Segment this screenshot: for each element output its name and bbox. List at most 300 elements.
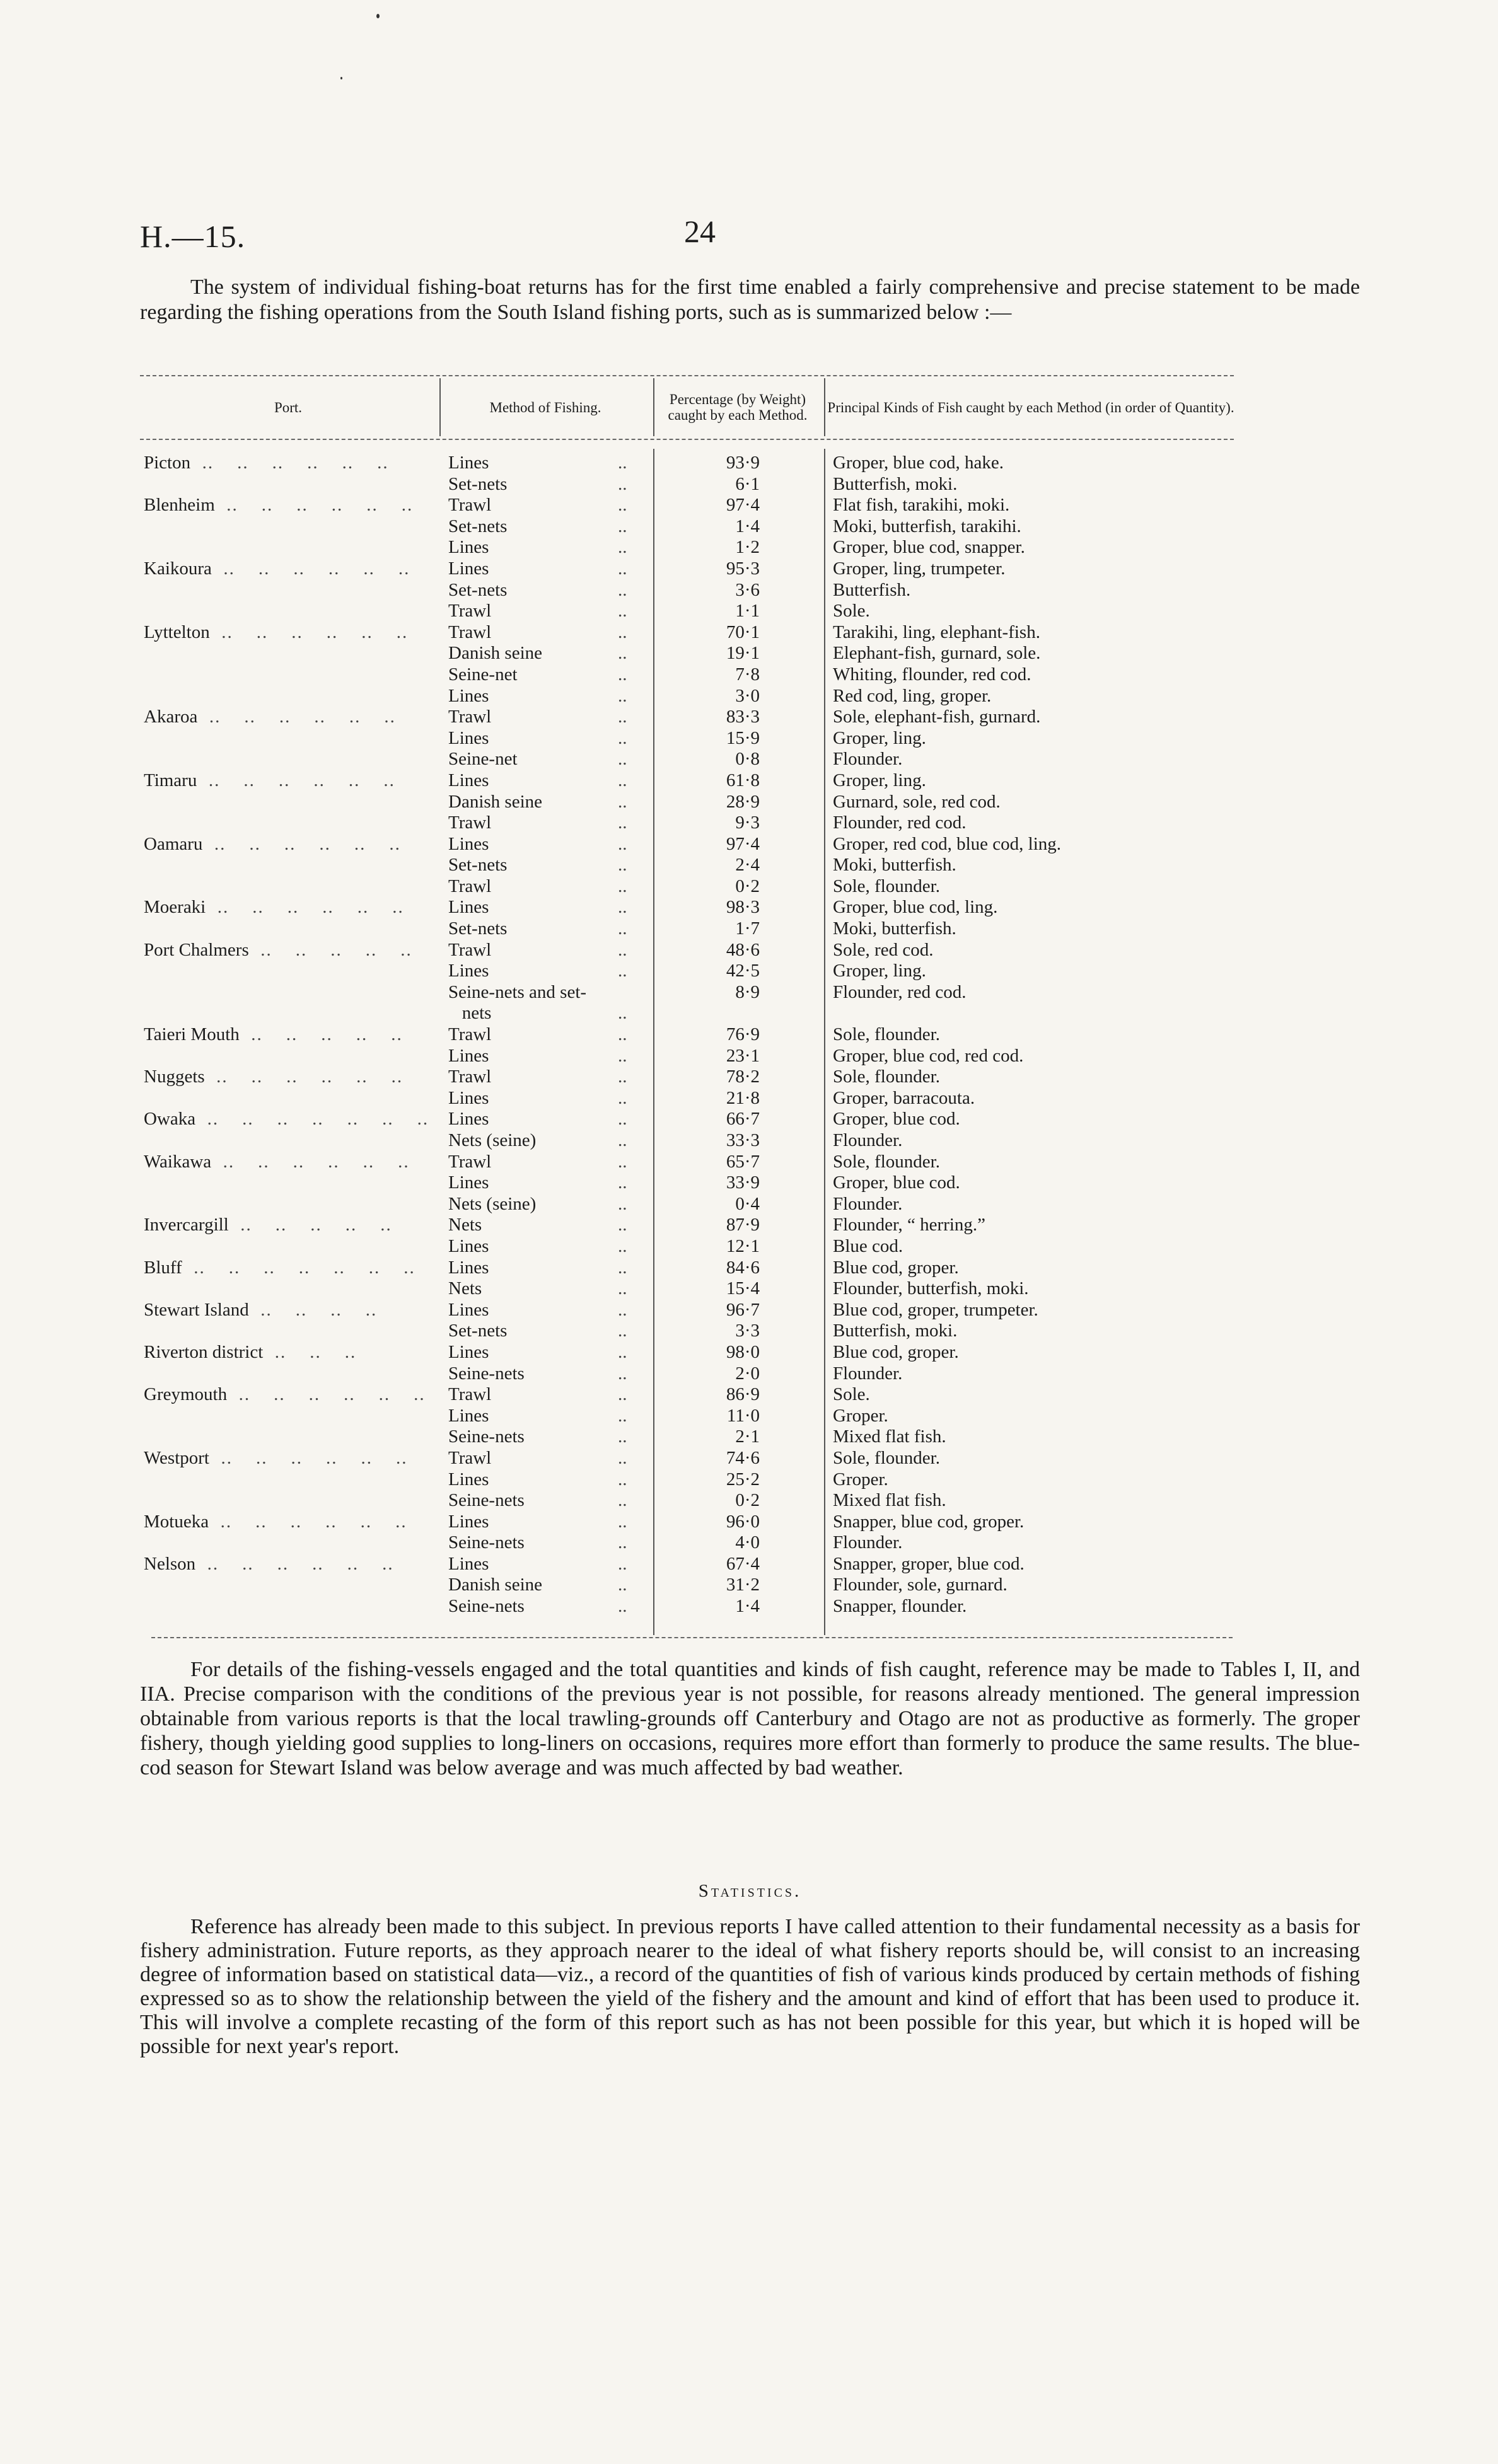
port-name: Nelson [144, 1553, 196, 1574]
percentage-cell: 1·2 [735, 537, 760, 558]
percentage-cell: 97·4 [726, 833, 760, 854]
kinds-cell: Groper, ling. [833, 961, 926, 981]
leader-dots: .. [618, 579, 627, 600]
leader-dots: .. .. .. .. .. .. [209, 1511, 407, 1532]
percentage-cell: 25·2 [726, 1469, 760, 1489]
percentage-cell: 67·4 [726, 1553, 760, 1574]
method-cell: Trawl [448, 601, 492, 622]
table-row [0, 1426, 1498, 1448]
leader-dots: .. .. .. .. .. .. [206, 897, 404, 918]
method-cell: Seine-nets [448, 1363, 525, 1384]
kinds-cell: Elephant-fish, gurnard, sole. [833, 643, 1041, 664]
method-cell: Lines [448, 1511, 489, 1532]
leader-dots: .. [618, 1087, 627, 1108]
table-row [0, 770, 1498, 792]
leader-dots: .. .. .. .. .. .. [227, 1384, 426, 1405]
kinds-cell: Gurnard, sole, red cod. [833, 791, 1001, 812]
percentage-cell: 15·9 [726, 727, 760, 748]
table-row [0, 855, 1498, 876]
leader-dots: .. [618, 1193, 627, 1214]
table-row [0, 1363, 1498, 1385]
leader-dots: .. [618, 1151, 627, 1172]
leader-dots: .. .. .. .. .. .. [202, 833, 401, 854]
kinds-cell: Groper, blue cod, snapper. [833, 537, 1025, 558]
leader-dots: .. [618, 1299, 627, 1320]
port-name: Nuggets [144, 1067, 205, 1087]
method-cell: Lines [448, 1405, 489, 1426]
kinds-cell: Butterfish, moki. [833, 1321, 958, 1341]
leader-dots: .. [618, 1532, 627, 1553]
table-row [0, 601, 1498, 622]
print-speck [376, 14, 380, 18]
table-row [0, 1300, 1498, 1321]
method-cell: Trawl [448, 495, 492, 516]
leader-dots: .. .. .. .. .. [239, 1024, 403, 1045]
percentage-cell: 96·0 [726, 1511, 760, 1532]
kinds-cell: Sole, flounder. [833, 1447, 940, 1468]
kinds-cell: Groper, blue cod, red cod. [833, 1045, 1024, 1066]
table-row [0, 495, 1498, 516]
leader-dots: .. [618, 664, 627, 685]
port-name: Lyttelton [144, 622, 210, 642]
method-cell: Lines [448, 833, 489, 854]
table-row [0, 1469, 1498, 1491]
percentage-cell: 21·8 [726, 1087, 760, 1108]
method-cell: Trawl [448, 1067, 492, 1087]
leader-dots: .. [618, 791, 627, 812]
port-name: Riverton district [144, 1341, 264, 1362]
percentage-cell: 84·6 [726, 1257, 760, 1278]
leader-dots: .. [618, 601, 627, 622]
port-cell [144, 897, 404, 918]
percentage-cell: 33·9 [726, 1172, 760, 1193]
kinds-cell: Mixed flat fish. [833, 1490, 946, 1511]
leader-dots: .. .. .. .. .. .. .. [195, 1109, 429, 1130]
method-cell: Trawl [448, 1384, 492, 1405]
kinds-cell: Flat fish, tarakihi, moki. [833, 495, 1010, 516]
percentage-cell: 23·1 [726, 1045, 760, 1066]
leader-dots: .. [618, 918, 627, 939]
port-cell [144, 558, 410, 579]
table-header-rule [140, 439, 1234, 440]
table-row [0, 940, 1498, 961]
leader-dots: .. .. .. .. .. .. .. [182, 1257, 415, 1278]
leader-dots: .. [618, 939, 627, 960]
kinds-cell: Sole, flounder. [833, 1067, 940, 1087]
percentage-cell: 70·1 [726, 622, 760, 642]
table-row [0, 1321, 1498, 1342]
method-cell: Lines [448, 1235, 489, 1256]
column-divider [653, 378, 654, 436]
method-cell: Trawl [448, 939, 492, 960]
kinds-cell: Groper, blue cod, ling. [833, 897, 998, 918]
page-number: 24 [684, 214, 716, 249]
intro-paragraph: The system of individual fishing-boat returns has for the first time enabled a fairly comprehensive and precise statement to be made regarding the fishing operations from the South Island fishing ports, such as is summarized below :— [140, 275, 1360, 324]
percentage-cell: 61·8 [726, 770, 760, 790]
percentage-cell: 8·9 [735, 981, 760, 1002]
percentage-cell: 93·9 [726, 453, 760, 473]
kinds-cell: Groper, ling. [833, 770, 926, 790]
method-cell: Lines [448, 1172, 489, 1193]
leader-dots: .. [618, 1426, 627, 1447]
method-cell: Danish seine [448, 643, 542, 664]
table-row [0, 453, 1498, 474]
leader-dots: .. [618, 1321, 627, 1341]
table-row [0, 686, 1498, 707]
leader-dots: .. [618, 749, 627, 770]
table-row [0, 1278, 1498, 1300]
table-row [0, 1152, 1498, 1173]
kinds-cell: Groper. [833, 1405, 888, 1426]
kinds-cell: Groper, ling, trumpeter. [833, 558, 1006, 579]
table-row [0, 580, 1498, 601]
percentage-cell: 7·8 [735, 664, 760, 685]
table-row [0, 1596, 1498, 1617]
percentage-cell: 3·0 [735, 685, 760, 706]
method-cell: Set-nets [448, 516, 508, 536]
method-cell: Trawl [448, 876, 492, 896]
table-row [0, 1003, 1498, 1024]
method-cell: Seine-nets [448, 1490, 525, 1511]
percentage-cell: 1·4 [735, 516, 760, 536]
port-name: Invercargill [144, 1215, 229, 1235]
percentage-cell: 2·1 [735, 1426, 760, 1447]
table-row [0, 1490, 1498, 1512]
percentage-cell: 19·1 [726, 643, 760, 664]
table-row [0, 622, 1498, 644]
leader-dots: .. [618, 897, 627, 918]
leader-dots: .. .. .. .. .. [248, 939, 412, 960]
percentage-cell: 11·0 [726, 1405, 760, 1426]
leader-dots: .. .. .. .. .. .. [197, 707, 396, 727]
method-cell: Lines [448, 558, 489, 579]
port-cell [144, 1342, 356, 1363]
table-bottom-rule [151, 1637, 1233, 1638]
port-cell [144, 770, 395, 791]
table-row [0, 1046, 1498, 1067]
percentage-cell: 96·7 [726, 1299, 760, 1320]
kinds-cell: Blue cod, groper. [833, 1341, 959, 1362]
leader-dots: .. [618, 643, 627, 664]
kinds-cell: Groper, blue cod. [833, 1172, 960, 1193]
leader-dots: .. [618, 1278, 627, 1299]
kinds-cell: Whiting, flounder, red cod. [833, 664, 1031, 685]
method-cell: Seine-nets [448, 1532, 525, 1553]
method-cell: Lines [448, 1341, 489, 1362]
method-cell: Lines [448, 1109, 489, 1130]
kinds-cell: Snapper, flounder. [833, 1596, 967, 1617]
percentage-cell: 1·7 [735, 918, 760, 939]
kinds-cell: Sole, flounder. [833, 876, 940, 896]
leader-dots: .. .. .. .. .. .. [209, 622, 409, 642]
method-cell: Set-nets [448, 1321, 508, 1341]
details-paragraph: For details of the fishing-vessels engaged and the total quantities and kinds of fish caught, reference may be made to Tables I, II, and IIA. Precise comparison with the conditions of the previous year is not possible, for reasons already mentioned. The general impression obtainable from various reports is that the local trawling-grounds off Canterbury and Otago are not as productive as formerly. The groper fishery, though yielding good supplies to long-liners on occasions, requires more effort than formerly to produce the same results. The blue-cod season for Stewart Island was below average and was much affected by bad weather. [140, 1658, 1360, 1779]
leader-dots: .. [618, 516, 627, 536]
port-cell [144, 1215, 392, 1235]
port-name: Motueka [144, 1511, 209, 1532]
leader-dots: .. [618, 961, 627, 981]
leader-dots: .. [618, 1130, 627, 1150]
leader-dots: .. [618, 1363, 627, 1384]
method-cell: Nets (seine) [448, 1193, 537, 1214]
method-cell: Seine-nets and set- [448, 981, 587, 1002]
kinds-cell: Groper, blue cod. [833, 1109, 960, 1130]
method-cell: Nets [448, 1215, 482, 1235]
percentage-cell: 65·7 [726, 1151, 760, 1172]
table-row [0, 1342, 1498, 1363]
table-row [0, 1406, 1498, 1427]
port-cell [144, 1300, 377, 1321]
leader-dots: .. [618, 1469, 627, 1489]
leader-dots: .. [618, 1045, 627, 1066]
port-cell [144, 1024, 403, 1045]
method-cell: Set-nets [448, 579, 508, 600]
port-cell [144, 1448, 407, 1469]
port-name: Westport [144, 1447, 209, 1468]
table-row [0, 749, 1498, 770]
port-cell [144, 940, 412, 961]
percentage-cell: 0·8 [735, 749, 760, 770]
port-name: Port Chalmers [144, 939, 249, 960]
port-name: Greymouth [144, 1384, 228, 1405]
leader-dots: .. [618, 855, 627, 876]
percentage-cell: 33·3 [726, 1130, 760, 1150]
percentage-cell: 95·3 [726, 558, 760, 579]
port-name: Stewart Island [144, 1299, 249, 1320]
kinds-cell: Groper, blue cod, hake. [833, 453, 1004, 473]
method-cell: Danish seine [448, 791, 542, 812]
table-row [0, 792, 1498, 813]
percentage-cell: 98·0 [726, 1341, 760, 1362]
leader-dots: .. [618, 1341, 627, 1362]
table-row [0, 813, 1498, 834]
leader-dots: .. [618, 1024, 627, 1045]
kinds-cell: Moki, butterfish. [833, 918, 956, 939]
leader-dots: .. [618, 1511, 627, 1532]
percentage-cell: 15·4 [726, 1278, 760, 1299]
table-row [0, 918, 1498, 940]
leader-dots: .. [618, 707, 627, 727]
leader-dots: .. [618, 1384, 627, 1405]
leader-dots: .. [618, 1109, 627, 1130]
table-row [0, 558, 1498, 580]
percentage-cell: 83·3 [726, 707, 760, 727]
table-row [0, 1258, 1498, 1279]
kinds-cell: Flounder, “ herring.” [833, 1215, 986, 1235]
port-cell [144, 1554, 394, 1575]
port-cell [144, 495, 413, 516]
leader-dots: .. [618, 1596, 627, 1617]
leader-dots: .. .. .. .. .. .. [190, 453, 389, 473]
leader-dots: .. [618, 1490, 627, 1511]
header-kinds: Principal Kinds of Fish caught by each Method (in order of Quantity). [827, 399, 1234, 415]
leader-dots: .. [618, 1215, 627, 1235]
method-cell: Lines [448, 961, 489, 981]
document-code: H.—15. [140, 219, 246, 254]
leader-dots: .. .. .. .. .. .. [211, 558, 410, 579]
method-cell: Lines [448, 727, 489, 748]
kinds-cell: Snapper, blue cod, groper. [833, 1511, 1025, 1532]
leader-dots: .. [618, 1257, 627, 1278]
method-cell: Seine-nets [448, 1426, 525, 1447]
leader-dots: .. [618, 833, 627, 854]
table-row [0, 516, 1498, 538]
percentage-cell: 2·4 [735, 855, 760, 876]
percentage-cell: 1·1 [735, 601, 760, 622]
port-name: Picton [144, 453, 191, 473]
leader-dots: .. .. .. .. .. [228, 1215, 392, 1235]
method-cell: Trawl [448, 1024, 492, 1045]
kinds-cell: Flounder. [833, 1193, 903, 1214]
leader-dots: .. [618, 495, 627, 516]
leader-dots: .. [618, 813, 627, 833]
leader-dots: .. .. .. .. [248, 1299, 378, 1320]
table-row [0, 1512, 1498, 1533]
table-top-rule [140, 375, 1234, 376]
percentage-cell: 0·4 [735, 1193, 760, 1214]
leader-dots: .. [618, 770, 627, 790]
percentage-cell: 3·6 [735, 579, 760, 600]
kinds-cell: Butterfish, moki. [833, 473, 958, 494]
column-divider [824, 378, 825, 436]
table-row [0, 1215, 1498, 1236]
method-cell: Lines [448, 537, 489, 558]
header-method: Method of Fishing. [489, 399, 601, 415]
port-name: Taieri Mouth [144, 1024, 240, 1045]
port-cell [144, 1512, 407, 1532]
method-cell: Seine-net [448, 749, 518, 770]
column-divider [439, 378, 441, 436]
kinds-cell: Moki, butterfish. [833, 855, 956, 876]
port-cell [144, 1258, 415, 1278]
method-cell: Set-nets [448, 918, 508, 939]
percentage-cell: 12·1 [726, 1235, 760, 1256]
percentage-cell: 3·3 [735, 1321, 760, 1341]
leader-dots: .. [618, 727, 627, 748]
header-percentage: Percentage (by Weight) caught by each Method. [668, 391, 808, 423]
method-cell: Lines [448, 897, 489, 918]
percentage-cell: 0·2 [735, 1490, 760, 1511]
leader-dots: .. [618, 622, 627, 642]
leader-dots: .. .. .. .. .. .. [195, 1553, 394, 1574]
kinds-cell: Moki, butterfish, tarakihi. [833, 516, 1021, 536]
port-name: Blenheim [144, 495, 215, 516]
kinds-cell: Sole, flounder. [833, 1151, 940, 1172]
percentage-cell: 74·6 [726, 1447, 760, 1468]
kinds-cell: Sole. [833, 1384, 870, 1405]
method-cell: Nets [448, 1278, 482, 1299]
method-cell: Lines [448, 1553, 489, 1574]
leader-dots: .. [618, 1405, 627, 1426]
kinds-cell: Tarakihi, ling, elephant-fish. [833, 622, 1040, 642]
method-cell: Lines [448, 1087, 489, 1108]
kinds-cell: Groper, barracouta. [833, 1087, 975, 1108]
leader-dots: .. [618, 453, 627, 473]
kinds-cell: Flounder. [833, 749, 903, 770]
method-cell: Nets (seine) [448, 1130, 537, 1150]
kinds-cell: Butterfish. [833, 579, 911, 600]
leader-dots: .. [618, 558, 627, 579]
percentage-cell: 97·4 [726, 495, 760, 516]
statistics-paragraph: Reference has already been made to this subject. In previous reports I have called attention to their fundamental necessity as a basis for fishery administration. Future reports, as they approach nearer to the ideal of what fishery reports should be, will consist to an increasing degree of information based on statistical data—viz., a record of the quantities of fish of various kinds produced by certain methods of fishing expressed so as to show the relationship between the yield of the fishery and the amount and kind of effort that has been used to produce it. This will involve a complete recasting of the form of this report such as has not been possible for this year, but which it is hoped will be possible for next year's report. [140, 1915, 1360, 2058]
kinds-cell: Groper. [833, 1469, 888, 1489]
kinds-cell: Flounder, red cod. [833, 813, 967, 833]
percentage-cell: 28·9 [726, 791, 760, 812]
percentage-cell: 9·3 [735, 813, 760, 833]
percentage-cell: 2·0 [735, 1363, 760, 1384]
kinds-cell: Flounder. [833, 1363, 903, 1384]
print-speck [340, 77, 342, 79]
method-cell: Set-nets [448, 855, 508, 876]
leader-dots: .. [618, 1553, 627, 1574]
percentage-cell: 86·9 [726, 1384, 760, 1405]
table-row [0, 1236, 1498, 1258]
port-name: Waikawa [144, 1151, 212, 1172]
port-name: Akaroa [144, 707, 198, 727]
table-row [0, 1194, 1498, 1215]
table-row [0, 1172, 1498, 1194]
port-name: Timaru [144, 770, 197, 790]
kinds-cell: Blue cod, groper. [833, 1257, 959, 1278]
method-cell: Lines [448, 685, 489, 706]
percentage-cell: 6·1 [735, 473, 760, 494]
percentage-cell: 4·0 [735, 1532, 760, 1553]
method-cell: Trawl [448, 1151, 492, 1172]
kinds-cell: Groper, ling. [833, 727, 926, 748]
percentage-cell: 1·4 [735, 1596, 760, 1617]
percentage-cell: 98·3 [726, 897, 760, 918]
kinds-cell: Groper, red cod, blue cod, ling. [833, 833, 1062, 854]
method-cell: Lines [448, 453, 489, 473]
method-cell: Trawl [448, 707, 492, 727]
table-row [0, 664, 1498, 686]
leader-dots: .. [618, 1172, 627, 1193]
statistics-heading: Statistics. [698, 1881, 802, 1901]
leader-dots: .. [618, 537, 627, 558]
table-row [0, 1554, 1498, 1575]
table-row [0, 1575, 1498, 1596]
table-row [0, 876, 1498, 898]
table-row [0, 982, 1498, 1004]
method-cell: Lines [448, 770, 489, 790]
leader-dots: .. [618, 685, 627, 706]
method-cell: Set-nets [448, 473, 508, 494]
percentage-cell: 31·2 [726, 1575, 760, 1595]
percentage-cell: 87·9 [726, 1215, 760, 1235]
method-cell: nets [448, 1003, 492, 1024]
leader-dots: .. [618, 1235, 627, 1256]
leader-dots: .. .. .. .. .. .. [197, 770, 395, 790]
kinds-cell: Flounder. [833, 1130, 903, 1150]
leader-dots: .. .. .. .. .. .. [204, 1067, 404, 1087]
table-row [0, 1024, 1498, 1046]
table-row [0, 897, 1498, 918]
port-cell [144, 622, 408, 643]
method-cell: Lines [448, 1045, 489, 1066]
leader-dots: .. [618, 876, 627, 896]
port-cell [144, 453, 389, 473]
port-cell [144, 1152, 410, 1172]
port-name: Moeraki [144, 897, 206, 918]
port-name: Bluff [144, 1257, 182, 1278]
port-name: Owaka [144, 1109, 196, 1130]
percentage-cell: 0·2 [735, 876, 760, 896]
method-cell: Lines [448, 1469, 489, 1489]
port-name: Oamaru [144, 833, 203, 854]
percentage-cell: 66·7 [726, 1109, 760, 1130]
table-row [0, 1532, 1498, 1554]
table-row [0, 961, 1498, 982]
